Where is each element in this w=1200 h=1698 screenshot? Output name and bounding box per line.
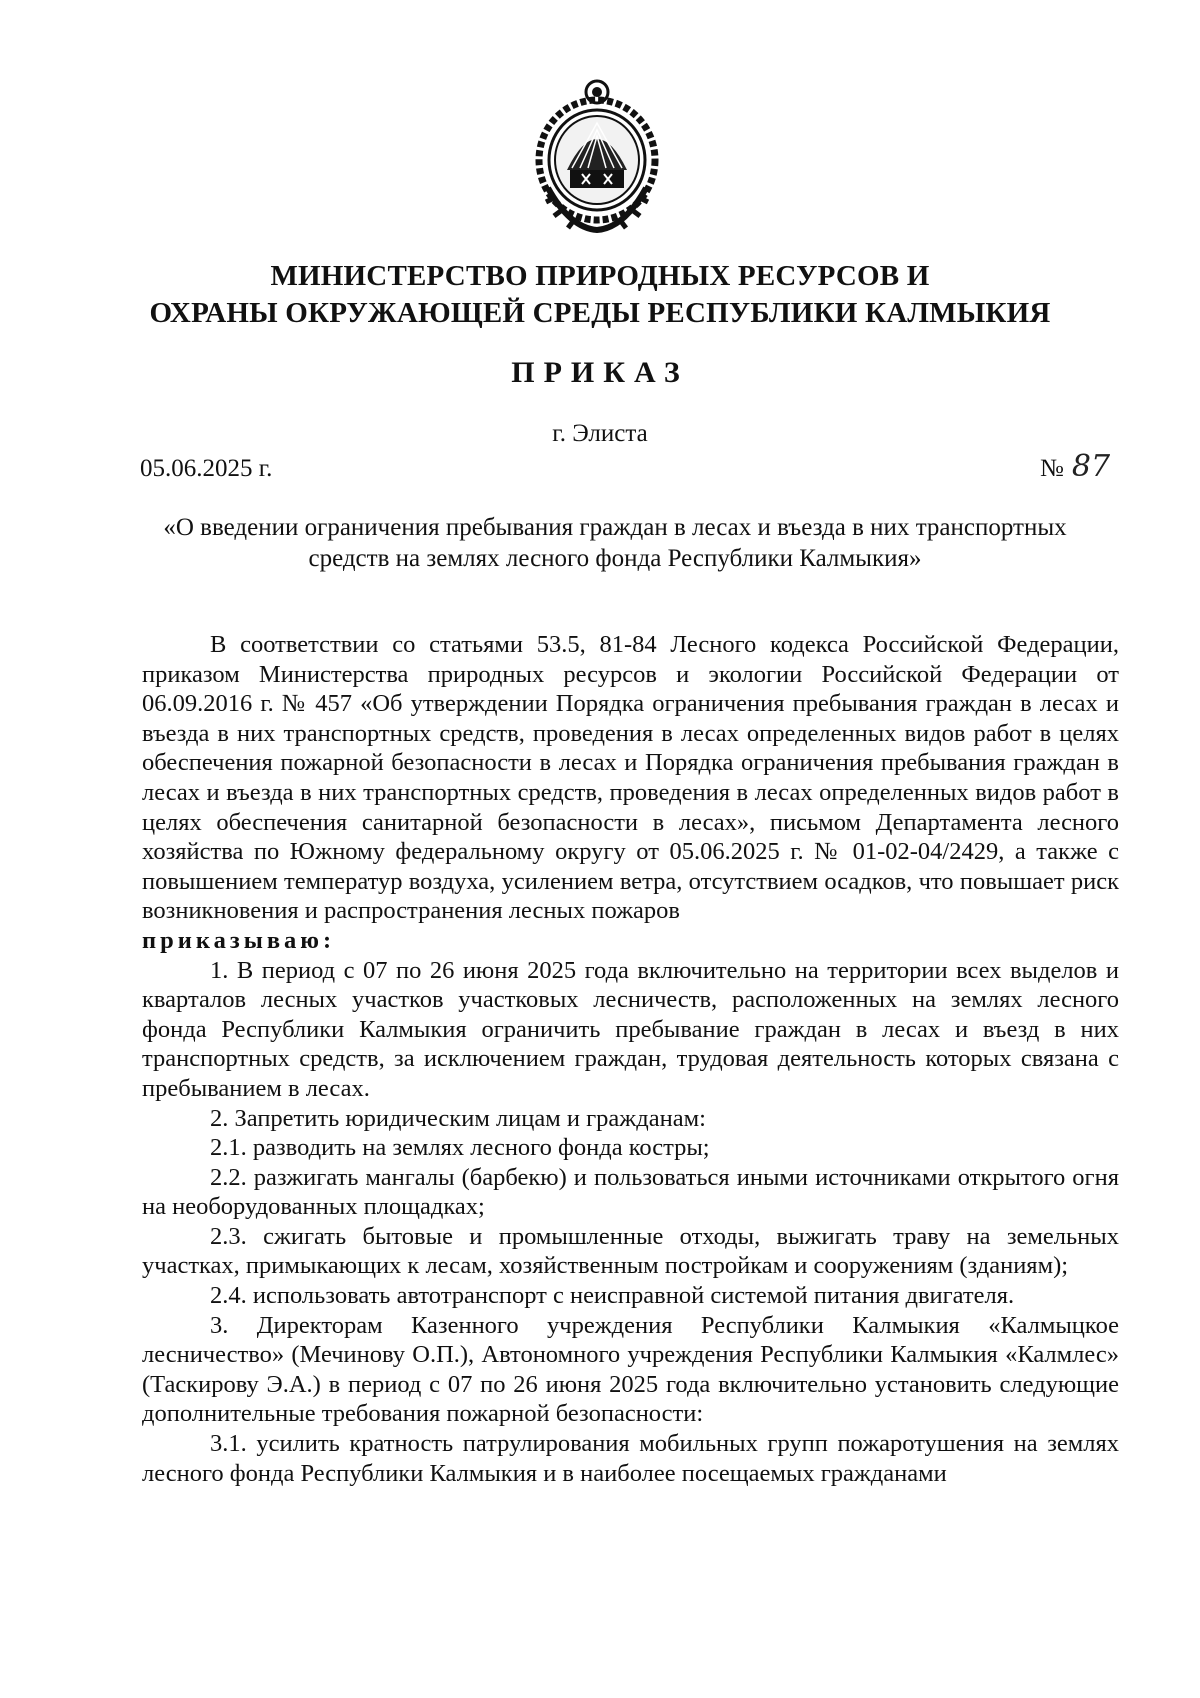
subject-line-2: средств на землях лесного фонда Республики Калмыкия»	[308, 545, 922, 572]
order-item: 3. Директорам Казенного учреждения Республики Калмыкия «Калмыцкое лесничество» (Мечинову О.П.), Автономного учреждения Республики Калмыкия «Калмлес» (Таскирову Э.А.) в период с 07 по 26 июня 2025 года включительно установить следующие дополнительные требования пожарной безопасности:	[142, 1311, 1119, 1428]
order-word: приказываю:	[142, 926, 336, 954]
ministry-line-2: ОХРАНЫ ОКРУЖАЮЩЕЙ СРЕДЫ РЕСПУБЛИКИ КАЛМЫКИЯ	[149, 297, 1051, 329]
document-subject	[130, 512, 1100, 574]
order-item: 1. В период с 07 по 26 июня 2025 года включительно на территории всех выделов и кварталов лесных участков участковых лесничеств, расположенных на землях лесного фонда Республики Калмыкия ограничить пребывание граждан в лесах и въезд в них транспортных средств, за исключением граждан, трудовая деятельность которых связана с пребыванием в лесах.	[142, 956, 1119, 1102]
order-item: 2.2. разжигать мангалы (барбекю) и пользоваться иными источниками открытого огня на необорудованных площадках;	[142, 1163, 1119, 1221]
number-label: №	[1040, 455, 1064, 482]
order-item: 3.1. усилить кратность патрулирования мобильных групп пожаротушения на землях лесного фонда Республики Калмыкия и в наиболее посещаемых гражданами	[142, 1430, 1119, 1487]
order-item: 2.1. разводить на землях лесного фонда костры;	[210, 1134, 710, 1162]
document-body	[142, 630, 1119, 1488]
preamble-paragraph: В соответствии со статьями 53.5, 81-84 Лесного кодекса Российской Федерации, приказом Министерства природных ресурсов и экологии Российской Федерации от 06.09.2016 г. № 457 «Об утверждении Порядка ограничения пребывания граждан в лесах и въезда в них транспортных средств, проведения в лесах определенных видов работ в целях обеспечения пожарной безопасности в лесах и Порядка ограничения пребывания граждан в лесах и въезда в них транспортных средств, проведения в лесах определенных видов работ в целях обеспечения санитарной безопасности в лесах», письмом Департамента лесного хозяйства по Южному федеральному округу от 05.06.2025 г. № 01-02-04/2429, а также с повышением температур воздуха, усилением ветра, отсутствием осадков, что повышает риск возникновения и распространения лесных пожаров	[142, 631, 1119, 925]
document-date: 05.06.2025 г.	[140, 455, 273, 482]
document-type-title: ПРИКАЗ	[511, 356, 689, 389]
order-item: 2.3. сжигать бытовые и промышленные отходы, выжигать траву на земельных участках, примыкающих к лесам, хозяйственным постройкам и сооружениям (зданиям);	[142, 1222, 1119, 1280]
ministry-name	[100, 258, 1100, 332]
handwritten-number: 87	[1071, 449, 1111, 484]
order-item: 2. Запретить юридическим лицам и гражданам:	[210, 1104, 706, 1132]
subject-line-1: «О введении ограничения пребывания граждан в лесах и въезда в них транспортных	[163, 514, 1067, 541]
ministry-line-1: МИНИСТЕРСТВО ПРИРОДНЫХ РЕСУРСОВ И	[270, 260, 930, 292]
coat-of-arms-emblem	[530, 78, 665, 238]
document-number	[1040, 449, 1110, 484]
order-item: 2.4. использовать автотранспорт с неисправной системой питания двигателя.	[210, 1282, 1015, 1310]
city: г. Элиста	[552, 420, 648, 447]
